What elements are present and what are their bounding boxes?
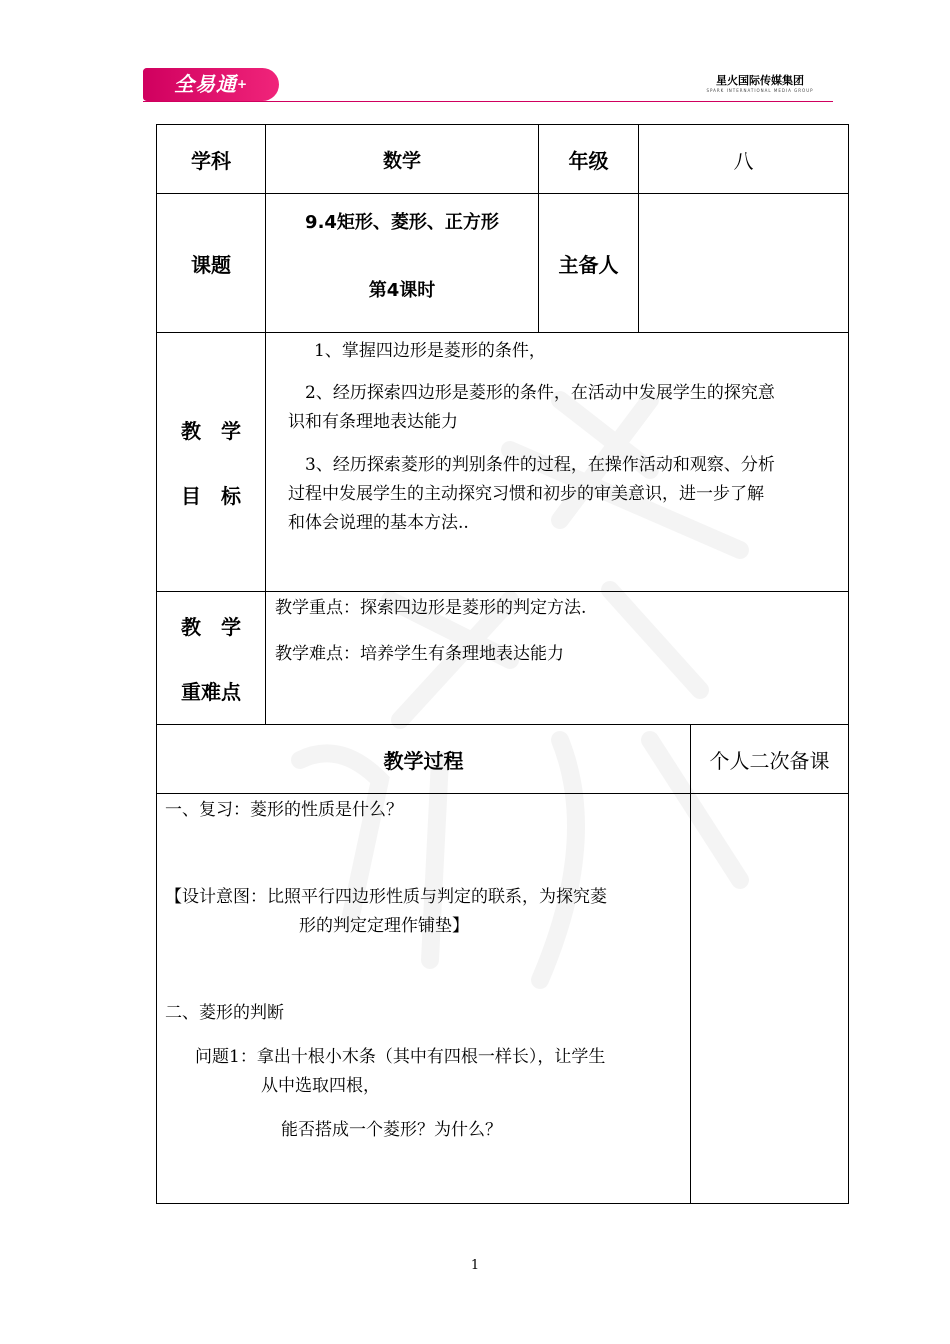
question-1-line2: 从中选取四根， bbox=[261, 1076, 380, 1096]
page-number: 1 bbox=[470, 1258, 480, 1273]
goal-item: 和体会说理的基本方法.. bbox=[288, 513, 469, 533]
goals-label bbox=[157, 333, 266, 592]
preparer-label: 主备人 bbox=[539, 194, 639, 333]
key-label-line1: 教 学 bbox=[181, 615, 241, 639]
personal-notes-cell bbox=[691, 794, 849, 1204]
process-content bbox=[157, 794, 691, 1204]
subject-value: 数学 bbox=[266, 125, 539, 194]
company-name-cn: 星火国际传媒集团 bbox=[716, 74, 804, 87]
process-header: 教学过程 bbox=[157, 725, 691, 794]
review-question: 一、复习：菱形的性质是什么？ bbox=[165, 800, 403, 820]
company-name-en: SPARK INTERNATIONAL MEDIA GROUP bbox=[706, 88, 814, 93]
personal-header: 个人二次备课 bbox=[691, 725, 849, 794]
question-1-line1: 问题1：拿出十根小木条（其中有四根一样长），让学生 bbox=[195, 1047, 606, 1067]
key-label-line2: 重难点 bbox=[181, 680, 241, 704]
goals-label-line2: 目 标 bbox=[181, 484, 241, 508]
grade-label: 年级 bbox=[539, 125, 639, 194]
company-logo bbox=[700, 74, 820, 94]
key-points-label bbox=[157, 592, 266, 725]
header-divider bbox=[143, 101, 833, 102]
design-intent-line2: 形的判定定理作铺垫】 bbox=[299, 916, 469, 936]
topic-cell bbox=[266, 194, 539, 333]
goal-item: 1、掌握四边形是菱形的条件， bbox=[314, 341, 546, 361]
goal-item: 2、经历探索四边形是菱形的条件，在活动中发展学生的探究意 bbox=[305, 383, 775, 403]
topic-title: 9.4矩形、菱形、正方形 bbox=[305, 212, 499, 233]
logo-star-icon: + bbox=[236, 77, 249, 91]
brand-logo bbox=[143, 68, 279, 101]
goal-item: 3、经历探索菱形的判别条件的过程，在操作活动和观察、分析 bbox=[305, 455, 775, 475]
goals-content bbox=[266, 333, 849, 592]
question-1-line3: 能否搭成一个菱形？为什么？ bbox=[281, 1120, 502, 1140]
topic-lesson: 第4课时 bbox=[368, 280, 436, 301]
lesson-plan-table bbox=[156, 124, 849, 1204]
design-intent-line1: 【设计意图：比照平行四边形性质与判定的联系，为探究菱 bbox=[165, 887, 607, 907]
goal-item: 识和有条理地表达能力 bbox=[288, 412, 458, 432]
goals-label-line1: 教 学 bbox=[181, 419, 241, 443]
topic-label: 课题 bbox=[157, 194, 266, 333]
grade-value: 八 bbox=[639, 125, 849, 194]
key-point: 教学重点：探索四边形是菱形的判定方法. bbox=[275, 598, 587, 618]
goal-item: 过程中发展学生的主动探究习惯和初步的审美意识，进一步了解 bbox=[288, 484, 764, 504]
brand-logo-text: 全易通 bbox=[173, 72, 237, 96]
key-points-content bbox=[266, 592, 849, 725]
judge-heading: 二、菱形的判断 bbox=[165, 1003, 284, 1023]
subject-label: 学科 bbox=[157, 125, 266, 194]
preparer-value bbox=[639, 194, 849, 333]
difficult-point: 教学难点：培养学生有条理地表达能力 bbox=[275, 644, 564, 664]
